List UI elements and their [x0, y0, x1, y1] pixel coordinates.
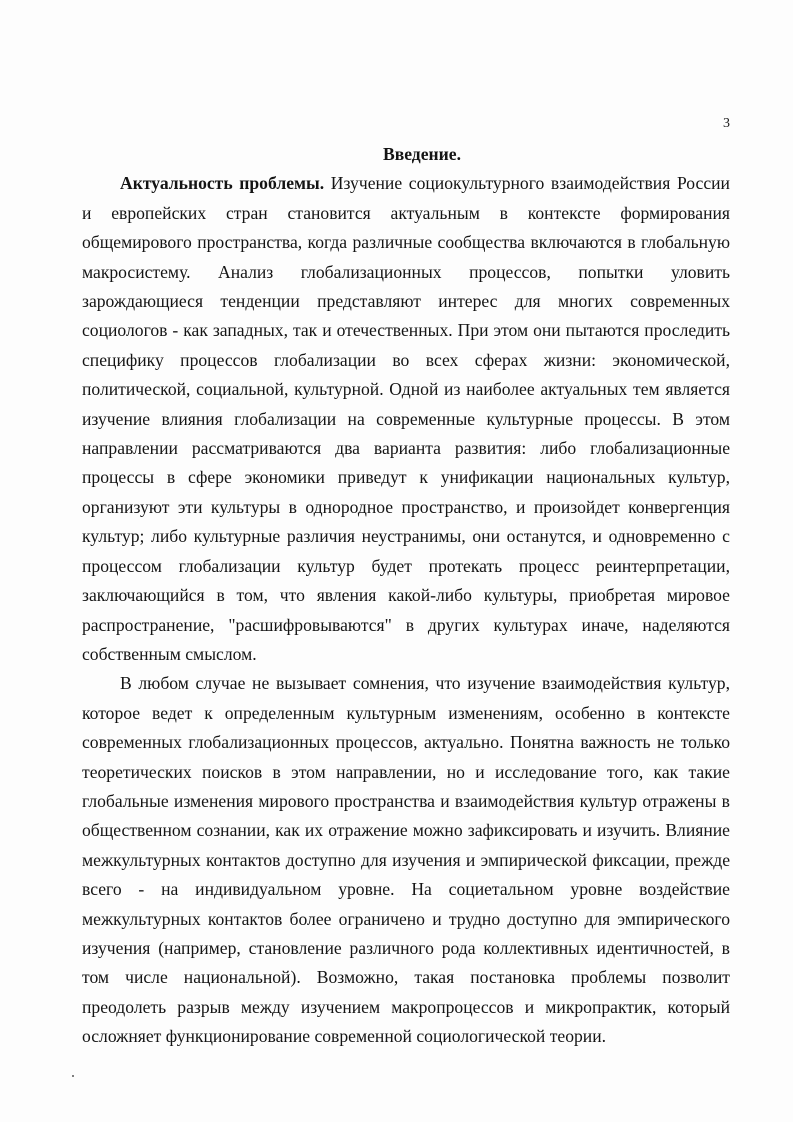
page-heading: Введение. — [382, 144, 461, 164]
scan-mark — [72, 1075, 74, 1077]
paragraph-relevance — [82, 169, 730, 669]
paragraph-lead: Актуальность проблемы. — [120, 173, 325, 194]
page-content — [82, 140, 730, 1052]
paragraph-interaction: В любом случае не вызывает сомнения, что изучение взаимодействия культур, которое ведет к определенным культурным изменениям, особенно в контексте современных глобализационных процессов, актуально. Понятна важность не только теоретических поисков в этом направлении, но и исследование того, как такие глобальные изменения мирового пространства и взаимодействия культур отражены в общественном сознании, как их отражение можно зафиксировать и изучить. Влияние межкультурных контактов доступно для изучения и эмпирической фиксации, прежде всего - на индивидуальном уровне. На социетальном уровне воздействие межкультурных контактов более ограничено и трудно доступно для эмпирического изучения (например, становление различного рода коллективных идентичностей, в том числе национальной). Возможно, такая постановка проблемы позволит преодолеть разрыв между изучением макропроцессов и микропрактик, который осложняет функционирование современной социологической теории. — [82, 673, 730, 1047]
page-number: 3 — [723, 116, 730, 131]
paragraph-relevance-text: Изучение социокультурного взаимодействия России и европейских стран становится актуальным в контексте формирования общемирового пространства, когда различные сообщества включаются в глобальную макросистему. Анализ глобализационных процессов, попытки уловить зарождающиеся тенденции представляют интерес для многих современных социологов - как западных, так и отечественных. При этом они пытаются проследить специфику процессов глобализации во всех сферах жизни: экономической, политической, социальной, культурной. Одной из наиболее актуальных тем является изучение влияния глобализации на современные культурные процессы. В этом направлении рассматриваются два варианта развития: либо глобализационные процессы в сфере экономики приведут к унификации национальных культур, организуют эти культуры в однородное пространство, и произойдет конвергенция культур; либо культурные различия неустранимы, они останутся, и одновременно с процессом глобализации культур будет протекать процесс реинтерпретации, заключающийся в том, что явления какой-либо культуры, приобретая мировое распространение, "расшифровываются" в других культурах иначе, наделяются собственным смыслом. — [82, 173, 730, 664]
